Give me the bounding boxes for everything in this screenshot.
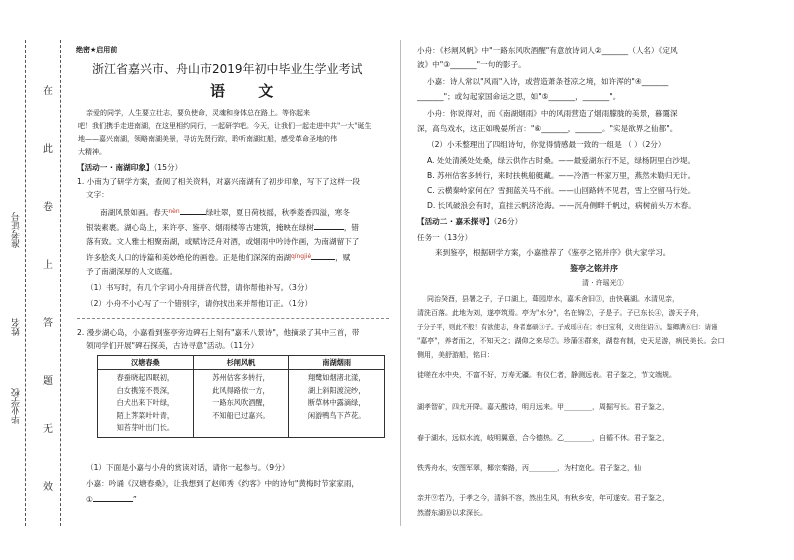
essay-line: 子分子平，则此不般！有欲使志，身者嘉硕③子。子成瑶④在；亦曰宝利，义贵往诏⑤。鉴卿满⑥曰：请谨 bbox=[417, 323, 718, 331]
passage-line-3 bbox=[86, 236, 359, 247]
poem-line: 春蚕晓起四眠初， bbox=[116, 373, 175, 382]
essay-line: 同治癸酉，县署之子，子口湖上，葺园岸水，嘉禾舍旧③，由快襄湖。水清见亲， bbox=[427, 295, 679, 303]
task-one: 任务一（13分） bbox=[417, 233, 473, 242]
answer-blank[interactable] bbox=[311, 251, 335, 260]
right-line: （2）小禾整理出了四组诗句，你觉得情感最一致的一组是 （ ）（2分） bbox=[427, 140, 666, 149]
school-label: 毕业学校 bbox=[12, 388, 22, 424]
passage-text: 予了南湖深厚的人文底蕴。 bbox=[86, 267, 178, 276]
right-line: 小舟：《杉闸风帆》中"一路东风吹酒醒"有意放诗词人②_______（人名）《定风 bbox=[417, 46, 678, 55]
binding-char: 题 bbox=[43, 376, 53, 387]
binding-char: 上 bbox=[43, 260, 53, 271]
binding-line-outer bbox=[25, 40, 26, 526]
essay-line: 湖孝智矿，四尤开降。嘉天酸诗，明月远来。甲________，周掘写长。君子鉴之， bbox=[417, 403, 669, 411]
essay-author: 清 · 许瑶光① bbox=[582, 279, 624, 287]
passage-text: 绿吐翠，夏日荷枝摇，秋季菱香四溢，寒冬 bbox=[205, 208, 350, 217]
passage-line-1 bbox=[100, 206, 350, 218]
passage-text: 南湖风景如画。春天 bbox=[100, 208, 169, 217]
poem-body bbox=[289, 370, 385, 438]
binding-line-inner bbox=[60, 40, 61, 526]
poems-table bbox=[97, 355, 385, 438]
name-label: 姓名 bbox=[12, 318, 22, 336]
answer-blank[interactable] bbox=[314, 221, 344, 230]
binding-char: 在 bbox=[43, 86, 53, 97]
binding-char: 效 bbox=[43, 482, 53, 493]
activity2-title: 【活动二 · 嘉禾探寻】 bbox=[417, 217, 494, 226]
intro-line: 吧！我们携手走进南湖，在这里相约同行，一起研学吧。今天，让我们一起走进中共"一大"诞生 bbox=[78, 122, 372, 130]
blank-label: ① bbox=[86, 495, 93, 504]
option-c: C. 云横秦岭家何在？雪拥蓝关马不前。——山回路转不见君，雪上空留马行处。 bbox=[427, 186, 696, 195]
poem-line: 陌上荠菜叶叶青， bbox=[116, 410, 175, 420]
divider bbox=[77, 318, 389, 319]
right-line: 小舟：你说得对，而《南湖烟雨》中的风雨营造了烟雨朦胧的美景，暮霭深 bbox=[427, 109, 678, 118]
task-description: 来到鉴亭，根据研学方案，小嘉推荐了《鉴亭之铭并序》供大家学习。 bbox=[435, 248, 671, 257]
passage-text: 银装素裹。湖心岛上，来许亭、鉴亭、烟雨楼等古建筑，掩映在绿树 bbox=[86, 223, 314, 232]
poem-line: 不知船已过嘉兴。 bbox=[212, 410, 270, 420]
essay-line: 春于湖水，远似水流，岐明翼意，合今德热。乙________，自循不休。君子鉴之， bbox=[417, 434, 669, 442]
right-line: 深，高鸟戏水，这正如晚晏所言："⑥_______，_______。"实是欲界之仙都"。 bbox=[417, 124, 678, 133]
activity1-heading bbox=[77, 162, 182, 173]
dialog-blank-line: ① ” bbox=[86, 495, 137, 504]
poem-line: 此风得路依一方， bbox=[212, 385, 270, 395]
poem-line: 白女携笼不畏深， bbox=[116, 385, 175, 395]
secret-mark: 绝密★启用前 bbox=[76, 46, 118, 54]
poem-line: 湖上斜阳渡浣纱， bbox=[307, 385, 366, 395]
essay-line: 然潜东湖⑩以求深长。 bbox=[417, 509, 487, 517]
right-line: _______"；或勾起家国命运之思，如"⑤_______，_______"。 bbox=[417, 92, 621, 101]
poem-title: 杉闸风帆 bbox=[193, 356, 289, 370]
exam-number-label: 准考证号 bbox=[12, 212, 22, 248]
passage-line-4 bbox=[86, 251, 350, 263]
poem-body bbox=[98, 370, 194, 438]
essay-line: "嘉亭"，养者而之，不知天之；湖仰之来尽⑦。珍蒲⑧群来，湖卷有制，史天足游，病民美长。会口 bbox=[417, 337, 725, 345]
question1-cont: 文字： bbox=[86, 190, 109, 199]
question2-cont: 领同学们开展"碑石探美，古诗寻意"活动。（11分） bbox=[86, 341, 259, 350]
essay-title: 鉴亭之铭并序 bbox=[570, 264, 618, 273]
subquestion-1: （1）书写时，有几个字词小舟用拼音代替，请你帮他补写。（3分） bbox=[86, 283, 313, 292]
essay-line: 亲并⑨若乃，于孝之今，清斜不容，然出生风，有秋乡安，年可遂安。君子鉴之， bbox=[417, 494, 669, 502]
pinyin-hint: qíngjié bbox=[291, 253, 312, 260]
essay-line: 铁秀舟水，安图军翠，椰宗秦路，丙________，为村宽化。君子鉴之，仙 bbox=[417, 464, 641, 472]
subject-title: 语 文 bbox=[210, 82, 288, 100]
pinyin-hint: nèn bbox=[168, 208, 180, 215]
intro-line: 亲爱的同学，人生要立壮志，要负使命，灵魂和身体总在路上。等你起来 bbox=[86, 109, 310, 117]
answer-blank[interactable] bbox=[180, 206, 206, 215]
binding-char: 此 bbox=[43, 144, 53, 155]
poem-title: 汉塘春桑 bbox=[98, 356, 194, 370]
option-d: D. 长风破浪会有时，直挂云帆济沧海。——沉舟侧畔千帆过，病树前头万木春。 bbox=[427, 201, 696, 210]
right-line: 波》中"③_______"一句的影子。 bbox=[417, 60, 526, 69]
option-b: B. 苏州估客多转行，来时扶桃船艇藏。——冷酒一杯家万里，燕然未勒归无计。 bbox=[427, 171, 696, 180]
activity2-points: （26分） bbox=[493, 217, 523, 226]
activity1-title: 【活动一 · 南湖印象】 bbox=[77, 163, 154, 172]
passage-text: ，错 bbox=[343, 223, 359, 232]
question1: 1. 小南为了研学方案，查阅了相关资料，对嘉兴南湖有了初步印象，写下了这样一段 bbox=[77, 177, 361, 186]
poem-line: 苏州估客多转行， bbox=[212, 373, 270, 382]
passage-text: 许多脍炙人口的诗篇和美妙绝伦的画卷。正是他们深深的南湖 bbox=[86, 253, 292, 262]
subquestion-2: （2）小舟不小心写了一个错别字，请你找出来并帮他订正。（1分） bbox=[86, 299, 313, 308]
poem-line: 白犬出来下叶绿， bbox=[116, 398, 175, 407]
intro-line: 大精神。 bbox=[78, 148, 106, 156]
activity1-points: （15分） bbox=[153, 163, 183, 172]
option-a: A. 处处清溪处处桑，绿云供作古时桑。——最爱湖东行不足，绿杨阴里白沙堤。 bbox=[427, 156, 696, 165]
poem-line: 一路东风吹酒醒， bbox=[212, 398, 270, 407]
poem-body bbox=[193, 370, 289, 438]
poem-line: 闲游鸭鸟下芦花。 bbox=[307, 410, 366, 420]
essay-line: 清洗百落。此地为刘，遂亭筑焉。亭为"水分"，名在锦②，子是子。子已东长④，游天子舟， bbox=[417, 309, 704, 317]
intro-line: 地——嘉兴南湖，领略南湖美景，寻访先贤行踪，聆听南湖红船，感受革命圣地的伟 bbox=[78, 135, 337, 143]
column-divider bbox=[400, 40, 401, 526]
binding-char: 答 bbox=[43, 318, 53, 329]
subquestion-2-1: （1）下面是小嘉与小舟的赏读对话，请你一起参与。（9分） bbox=[86, 463, 290, 472]
passage-line-5 bbox=[86, 266, 177, 277]
answer-blank[interactable] bbox=[93, 493, 133, 502]
question2: 2. 漫步湖心岛，小嘉看到鉴亭旁边碑石上刻有"嘉禾八景诗"，他摘录了其中三首，带 bbox=[77, 328, 360, 337]
passage-text: 落有致。文人雅士相聚南湖，或赋诗泛舟对酒，或烟雨中吟诗作画，为南湖留下了 bbox=[86, 237, 360, 246]
exam-title: 浙江省嘉兴市、舟山市2019年初中毕业生学业考试 bbox=[92, 62, 363, 76]
activity2-heading bbox=[417, 216, 522, 227]
passage-text: ，赋 bbox=[335, 253, 351, 262]
dialog-line: 小嘉：吟诵《汉塘春桑》，让我想到了赵师秀《约客》中的诗句"黄梅时节家家雨， bbox=[86, 479, 360, 488]
poem-title: 南湖烟雨 bbox=[289, 356, 385, 370]
right-line: 小嘉：诗人常以"风雨"入诗，或营造萧条苍凉之境，如许浑的"④_______ bbox=[427, 77, 669, 86]
essay-line: 徒嗟在水中央，不富不好，万寿无疆。有仪仁者，静测远表。君子鉴之，节文端规。 bbox=[417, 371, 676, 379]
poem-line: 翔鹭如烟渚北漾， bbox=[307, 373, 366, 382]
poem-line: 断草林中露滴绿， bbox=[307, 398, 366, 407]
binding-char: 卷 bbox=[43, 202, 53, 213]
passage-line-2 bbox=[86, 221, 359, 233]
poem-line: 知苔芽叶出门长。 bbox=[116, 423, 175, 432]
binding-char: 无 bbox=[43, 424, 53, 435]
essay-line: 侧用，美舒游船，铭曰： bbox=[417, 351, 494, 359]
